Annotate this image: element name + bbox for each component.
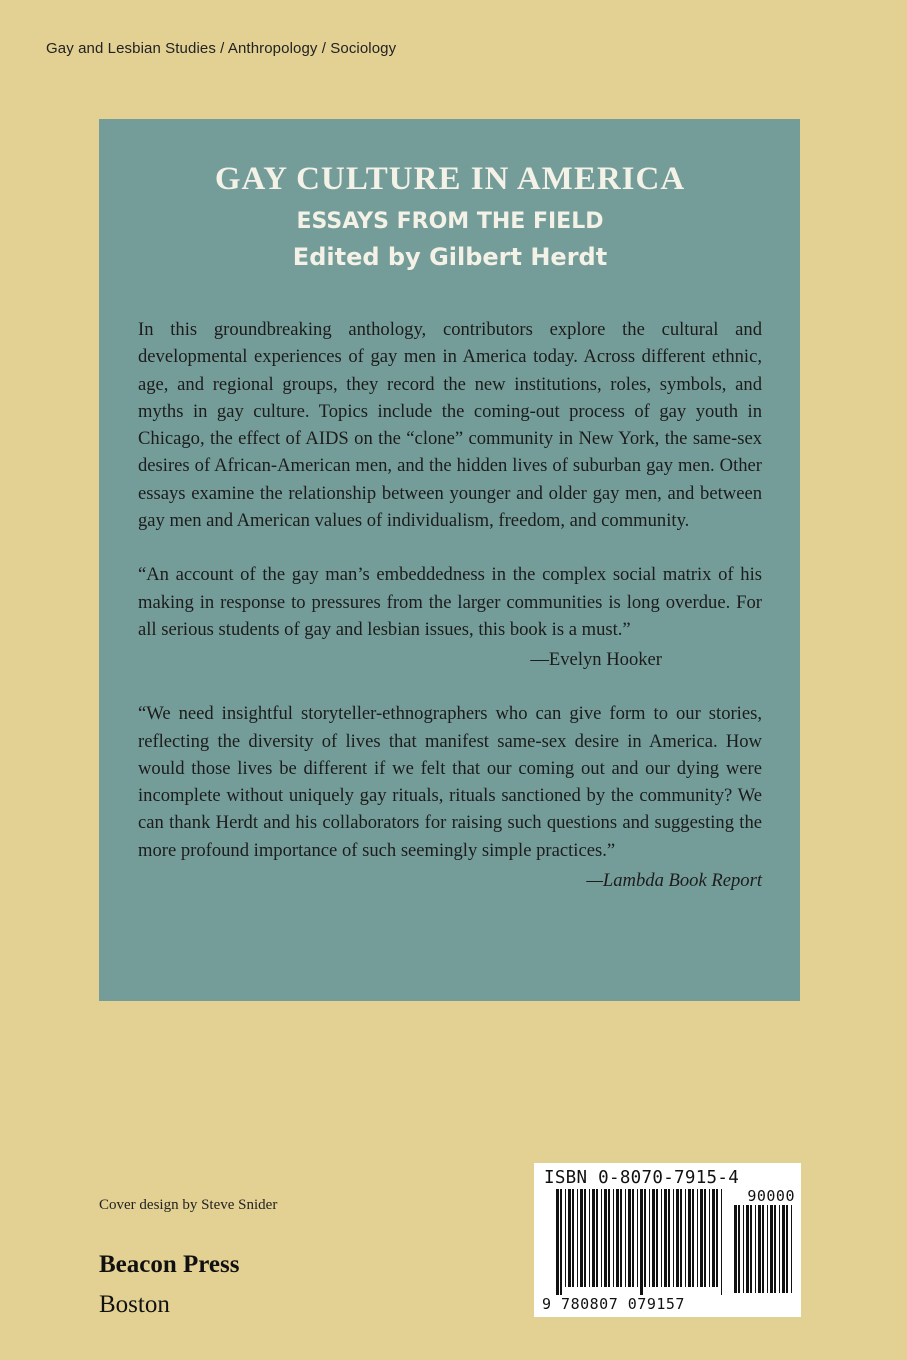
review-quote-1: “An account of the gay man’s embeddedness in the complex social matrix of his making in response to pressures from the larger communities is long overdue. For all serious students of gay and lesbian issues, this book is a must.” <box>138 564 762 640</box>
barcode-bar <box>560 1189 562 1295</box>
barcode-bar <box>649 1189 650 1287</box>
barcode-bar <box>762 1205 764 1293</box>
barcode-bar <box>782 1205 785 1293</box>
book-subtitle: ESSAYS FROM THE FIELD <box>296 209 604 234</box>
barcode-bar <box>704 1189 706 1287</box>
subject-category: Gay and Lesbian Studies / Anthropology / Sociology <box>46 40 397 57</box>
barcode-bar <box>572 1189 574 1287</box>
barcode-bar <box>604 1189 607 1287</box>
barcode-bar <box>596 1189 598 1287</box>
barcode-bars <box>534 1163 801 1317</box>
barcode-bar <box>786 1205 788 1293</box>
barcode-bar <box>601 1189 602 1287</box>
barcode-bar <box>779 1205 780 1293</box>
review-quote-2: “We need insightful storyteller-ethnographers who can give form to our stories, reflecting the diversity of lives that manifest same-sex desire in America. How would those lives be different if we felt that our coming out and our dying were incomplete without uniquely gay rituals, rituals sanctioned by the community? We can thank Herdt and his collaborators for raising such questions and suggesting the more profound importance of such seemingly simple practices.” <box>138 703 762 861</box>
barcode-bar <box>613 1189 614 1287</box>
publisher-name: Beacon Press <box>99 1251 240 1278</box>
barcode-bar <box>734 1205 737 1293</box>
barcode-bar <box>743 1205 744 1293</box>
cover-design-credit: Cover design by Steve Snider <box>99 1197 278 1213</box>
isbn-number: ISBN 0-8070-7915-4 <box>544 1168 740 1188</box>
barcode-bar <box>676 1189 679 1287</box>
barcode-bar <box>592 1189 595 1287</box>
barcode-bar <box>580 1189 583 1287</box>
price-code: 90000 <box>747 1187 795 1205</box>
barcode-bar <box>568 1189 571 1287</box>
barcode-bar <box>700 1189 703 1287</box>
barcode-bar <box>716 1189 718 1287</box>
barcode-bar <box>685 1189 686 1287</box>
barcode-bar <box>791 1205 792 1293</box>
barcode-bar <box>770 1205 773 1293</box>
review-attribution-1: —Evelyn Hooker <box>530 649 662 671</box>
ean-digits: 9 780807 079157 <box>542 1295 685 1313</box>
barcode-bar <box>589 1189 590 1287</box>
barcode-bar <box>709 1189 710 1287</box>
barcode-bar <box>565 1189 566 1287</box>
barcode-bar <box>640 1189 643 1295</box>
barcode-bar <box>668 1189 670 1287</box>
barcode-bar <box>664 1189 667 1287</box>
description-panel <box>99 119 800 1001</box>
barcode-bar <box>673 1189 674 1287</box>
barcode-bar <box>774 1205 776 1293</box>
book-title: GAY CULTURE IN AMERICA <box>214 161 686 197</box>
barcode-bar <box>680 1189 682 1287</box>
barcode-bar <box>721 1189 722 1295</box>
barcode-bar <box>556 1189 559 1295</box>
isbn-barcode <box>534 1163 801 1317</box>
barcode-bar <box>697 1189 698 1287</box>
barcode-bar <box>652 1189 655 1287</box>
barcode-bar <box>620 1189 622 1287</box>
barcode-bar <box>637 1189 638 1287</box>
barcode-bar <box>577 1189 578 1287</box>
barcode-bar <box>688 1189 691 1287</box>
barcode-bar <box>608 1189 610 1287</box>
review-attribution-2: —Lambda Book Report <box>586 870 762 892</box>
barcode-bar <box>656 1189 658 1287</box>
barcode-bar <box>692 1189 694 1287</box>
barcode-bar <box>632 1189 634 1287</box>
publisher-city: Boston <box>99 1291 170 1318</box>
barcode-bar <box>625 1189 626 1287</box>
barcode-bar <box>644 1189 646 1287</box>
barcode-bar <box>616 1189 619 1287</box>
barcode-bar <box>755 1205 756 1293</box>
barcode-bar <box>628 1189 631 1287</box>
barcode-bar <box>661 1189 662 1287</box>
barcode-bar <box>584 1189 586 1287</box>
barcode-bar <box>767 1205 768 1293</box>
barcode-bar <box>758 1205 761 1293</box>
editor-credit: Edited by Gilbert Herdt <box>292 243 608 271</box>
book-blurb: In this groundbreaking anthology, contributors explore the cultural and developmental experiences of gay men in America today. Across different ethnic, age, and regional groups, they record the new institutions, roles, symbols, and myths in gay culture. Topics include the coming-out process of gay youth in Chicago, the effect of AIDS on the “clone” community in New York, the same-sex desires of African-American men, and the hidden lives of suburban gay men. Other essays examine the relationship between younger and older gay men, and between gay men and American values of individualism, freedom, and community. <box>138 319 762 532</box>
barcode-bar <box>738 1205 740 1293</box>
barcode-bar <box>712 1189 715 1287</box>
barcode-bar <box>750 1205 752 1293</box>
barcode-bar <box>746 1205 749 1293</box>
